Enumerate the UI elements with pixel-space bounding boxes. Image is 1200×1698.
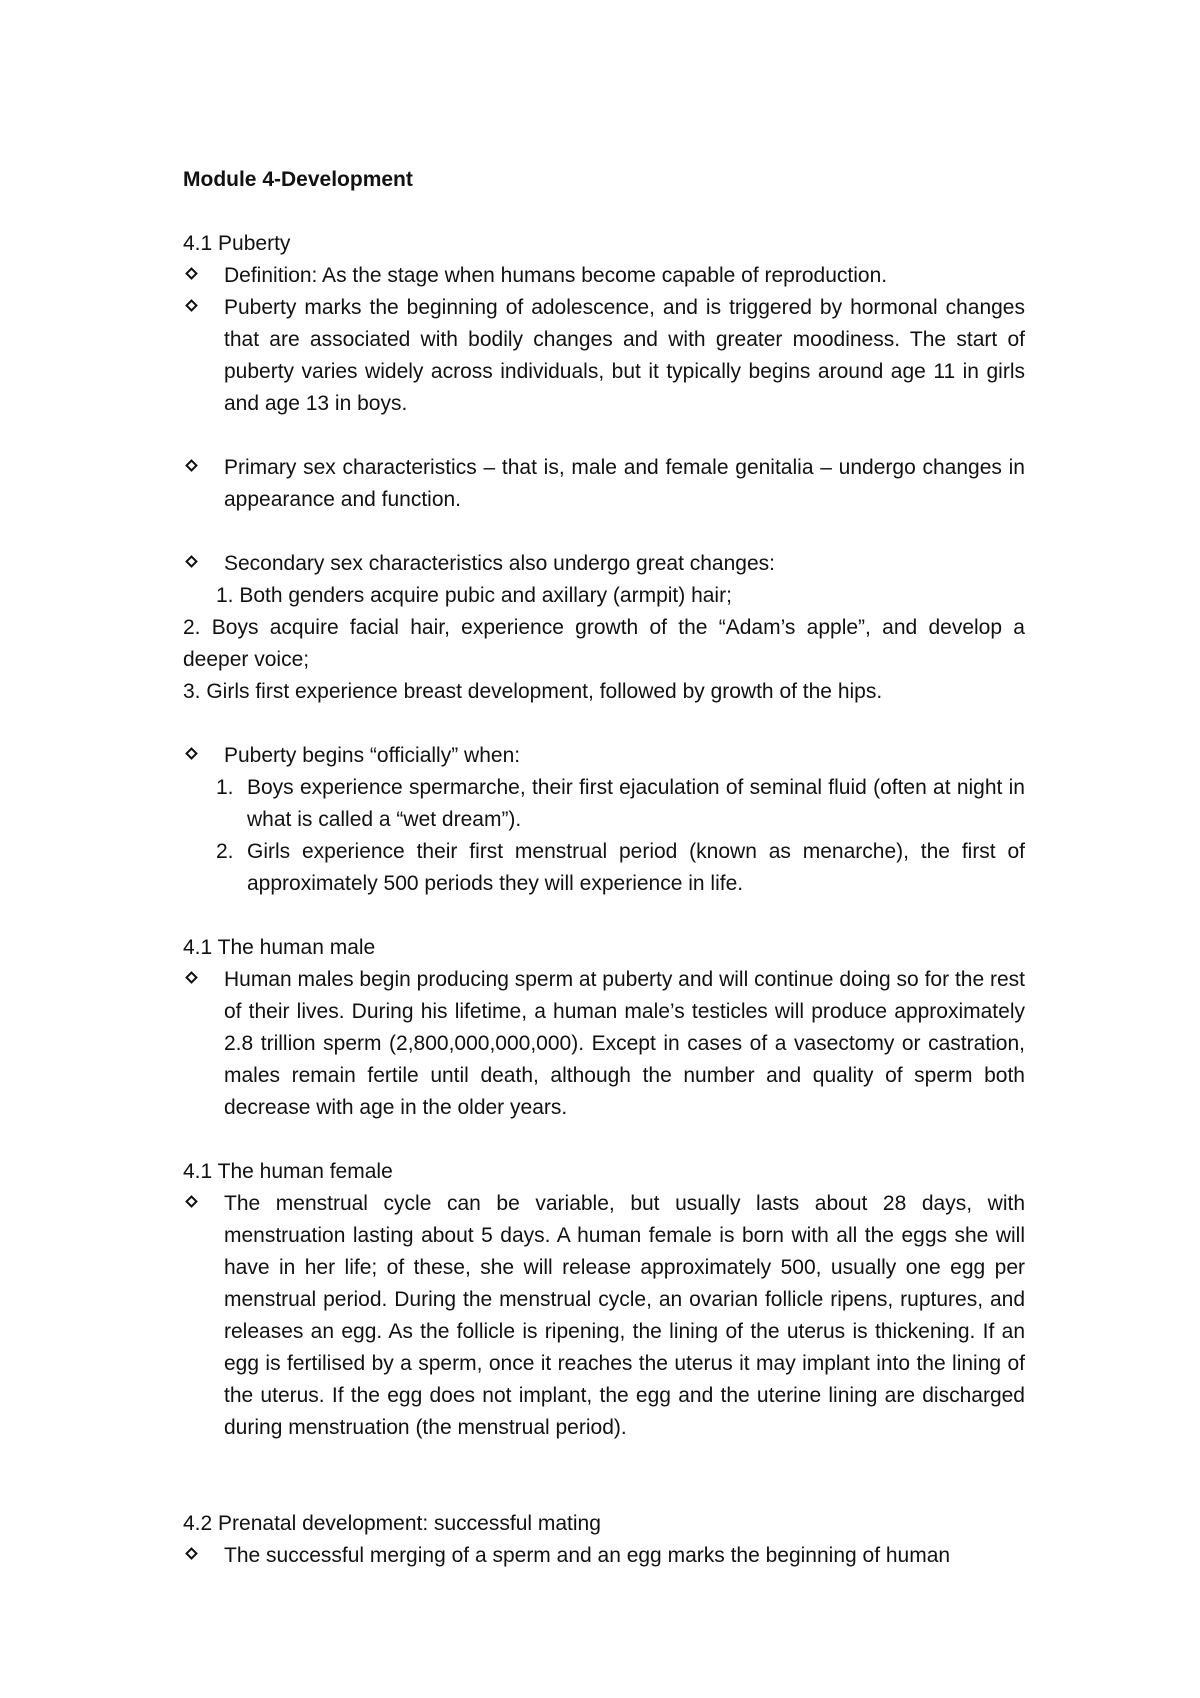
spacer bbox=[183, 1124, 1025, 1156]
bullet-text: The successful merging of a sperm and an egg marks the beginning of human bbox=[224, 1544, 951, 1567]
section-heading-prenatal: 4.2 Prenatal development: successful mating bbox=[183, 1512, 601, 1535]
document-body bbox=[183, 164, 1025, 1572]
spacer bbox=[183, 900, 1025, 932]
list-text: Girls experience their first menstrual period (known as menarche), the first of approximately 500 periods they will experience in life. bbox=[247, 840, 1025, 895]
diamond-bullet-icon bbox=[185, 747, 198, 760]
list-item: 2. Boys acquire facial hair, experience growth of the “Adam’s apple”, and develop a deeper voice; bbox=[183, 616, 1025, 671]
spacer bbox=[183, 420, 1025, 452]
bullet-item bbox=[183, 260, 1025, 292]
bullet-text: Human males begin producing sperm at puberty and will continue doing so for the rest of their lives. During his lifetime, a human male’s testicles will produce approximately 2.8 trillion sperm (2,800,000,000,000). Except in cases of a vasectomy or castration, males remain fertile until death, although the number and quality of sperm both decrease with age in the older years. bbox=[224, 968, 1025, 1119]
diamond-bullet-icon bbox=[185, 267, 198, 280]
diamond-bullet-icon bbox=[185, 299, 198, 312]
bullet-text: Primary sex characteristics – that is, male and female genitalia – undergo changes in appearance and function. bbox=[224, 456, 1025, 511]
bullet-item bbox=[183, 740, 1025, 772]
bullet-text: Puberty marks the beginning of adolescence, and is triggered by hormonal changes that are associated with bodily changes and with greater moodiness. The start of puberty varies widely across individuals, but it typically begins around age 11 in girls and age 13 in boys. bbox=[224, 296, 1025, 415]
list-number: 1. bbox=[216, 776, 234, 799]
diamond-bullet-icon bbox=[185, 459, 198, 472]
bullet-text: Secondary sex characteristics also undergo great changes: bbox=[224, 552, 775, 575]
bullet-item bbox=[183, 548, 1025, 580]
bullet-item bbox=[183, 292, 1025, 420]
section-heading-female: 4.1 The human female bbox=[183, 1160, 393, 1183]
list-item: 3. Girls first experience breast development, followed by growth of the hips. bbox=[183, 680, 883, 703]
bullet-item bbox=[183, 1188, 1025, 1444]
list-number: 2. bbox=[216, 840, 234, 863]
bullet-item bbox=[183, 1540, 1025, 1572]
diamond-bullet-icon bbox=[185, 1195, 198, 1208]
section-heading-puberty: 4.1 Puberty bbox=[183, 232, 291, 255]
spacer bbox=[183, 1476, 1025, 1508]
section-heading-male: 4.1 The human male bbox=[183, 936, 376, 959]
diamond-bullet-icon bbox=[185, 1547, 198, 1560]
numbered-list bbox=[183, 772, 1025, 900]
spacer bbox=[183, 708, 1025, 740]
spacer bbox=[183, 1444, 1025, 1476]
bullet-text: Definition: As the stage when humans become capable of reproduction. bbox=[224, 264, 888, 287]
diamond-bullet-icon bbox=[185, 971, 198, 984]
bullet-text: Puberty begins “officially” when: bbox=[224, 744, 521, 767]
document-title: Module 4-Development bbox=[183, 168, 413, 191]
list-item: 1. Both genders acquire pubic and axillary (armpit) hair; bbox=[216, 584, 732, 607]
diamond-bullet-icon bbox=[185, 555, 198, 568]
bullet-item bbox=[183, 964, 1025, 1124]
list-text: Boys experience spermarche, their first ejaculation of seminal fluid (often at night in what is called a “wet dream”). bbox=[247, 776, 1025, 831]
bullet-item bbox=[183, 452, 1025, 516]
spacer bbox=[183, 516, 1025, 548]
bullet-text: The menstrual cycle can be variable, but usually lasts about 28 days, with menstruation lasting about 5 days. A human female is born with all the eggs she will have in her life; of these, she will release approximately 500, usually one egg per menstrual period. During the menstrual cycle, an ovarian follicle ripens, ruptures, and releases an egg. As the follicle is ripening, the lining of the uterus is thickening. If an egg is fertilised by a sperm, once it reaches the uterus it may implant into the lining of the uterus. If the egg does not implant, the egg and the uterine lining are discharged during menstruation (the menstrual period). bbox=[224, 1192, 1025, 1439]
list-item bbox=[216, 836, 1025, 900]
list-item bbox=[216, 772, 1025, 836]
